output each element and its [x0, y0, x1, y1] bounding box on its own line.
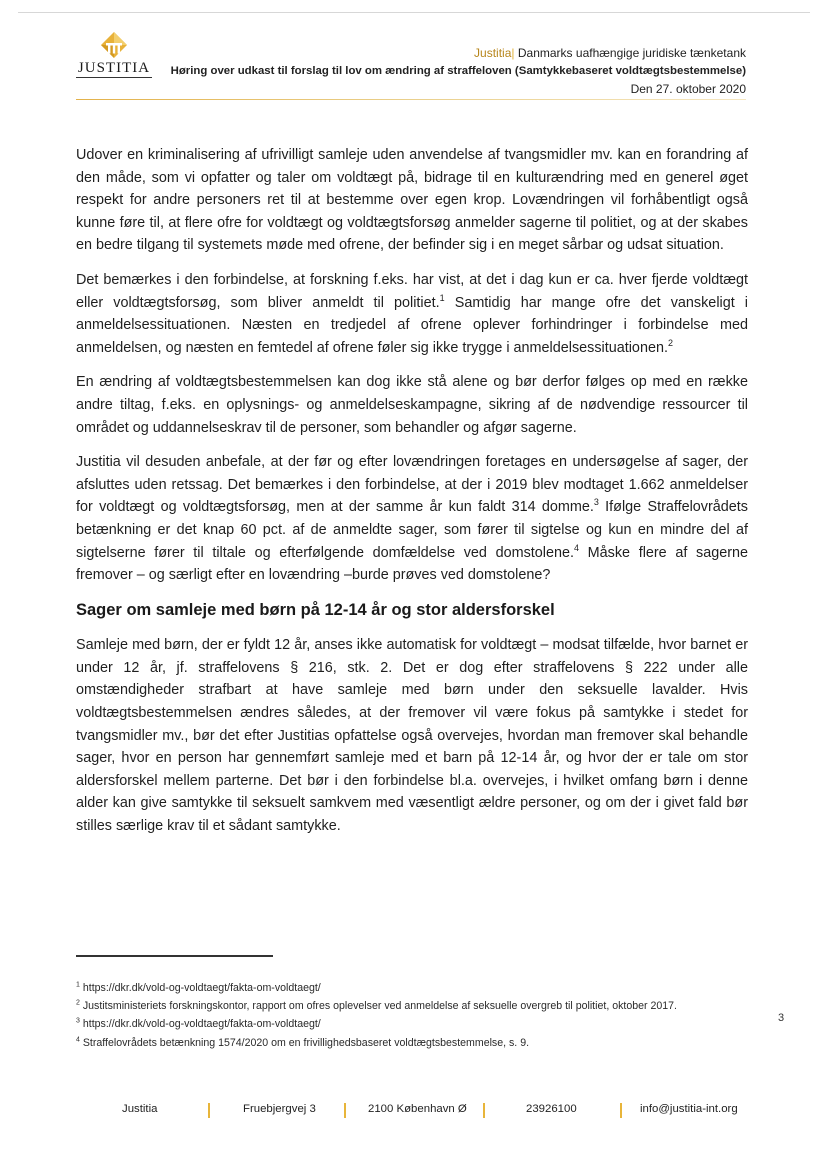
- footnote-number: 3: [76, 1017, 80, 1025]
- section-heading: Sager om samleje med børn på 12-14 år og stor aldersforskel: [76, 600, 555, 619]
- header-organization: [474, 46, 746, 60]
- footnote-item: [76, 1035, 748, 1051]
- footnote-item: [76, 980, 748, 996]
- header-date: Den 27. oktober 2020: [630, 82, 746, 96]
- body-paragraph: En ændring af voldtægtsbestemmelsen kan dog ikke stå alene og bør derfor følges op med en række andre tiltag, f.eks. en oplysnings- og anmeldelseskampagne, sikring af de nødvendige ressourcer til området og uddannelseskrav til de personer, som behandler og afgør sagerne.: [76, 374, 748, 436]
- logo-underline: [76, 77, 152, 78]
- footer-divider: [344, 1103, 346, 1118]
- footnote-number: 1: [76, 981, 80, 989]
- page-top-border: [18, 12, 810, 13]
- header-org-tagline: Danmarks uafhængige juridiske tænketank: [517, 46, 746, 60]
- paragraph-text: Måske flere af sagerne fremover – og særligt efter en lovændring –burde prøves ved domstolene?: [76, 544, 748, 584]
- footer-divider: [620, 1103, 622, 1118]
- footnote-number: 4: [76, 1036, 80, 1044]
- footnote-divider: [76, 955, 273, 957]
- header-separator: |: [511, 46, 515, 60]
- footnote-item: [76, 1016, 748, 1032]
- body-paragraph: Udover en kriminalisering af ufrivilligt samleje uden anvendelse af tvangsmidler mv. kan en forandring af den måde, som vi opfatter og taler om voldtægt på, bidrage til en kulturændring med en generel øget respekt for andre personers ret til at bestemme over egen krop. Lovændringen vil forhåbentligt også kunne føre til, at flere ofre for voldtægt og voldtægtsforsøg anmelder sagerne til politiet, og at der skabes en bedre tilgang til systemets møde med ofrene, der befinder sig i en meget sårbar og udsat situation.: [76, 147, 748, 254]
- footnote-ref: 3: [593, 497, 599, 508]
- document-body: [76, 144, 748, 850]
- footnote-text: https://dkr.dk/vold-og-voldtaegt/fakta-om-voldtaegt/: [82, 982, 321, 994]
- footnote-text: Straffelovrådets betænkning 1574/2020 om en frivillighedsbaseret voldtægtsbestemmelse, s. 9.: [82, 1036, 530, 1049]
- footnote-text: Justitsministeriets forskningskontor, rapport om ofres oplevelser ved anmeldelse af seksuelle overgreb til politiet, oktober 2017.: [82, 1000, 677, 1013]
- footnote-item: [76, 998, 748, 1014]
- header-org-name: Justitia: [474, 46, 512, 60]
- logo-wordmark: JUSTITIA: [77, 60, 151, 76]
- footer-city: 2100 København Ø: [368, 1103, 467, 1115]
- footer-divider: [483, 1103, 485, 1118]
- footnote-number: 2: [76, 999, 80, 1007]
- justitia-logo: [76, 30, 152, 78]
- page-footer: [0, 1103, 828, 1123]
- footnote-text: https://dkr.dk/vold-og-voldtaegt/fakta-om-voldtaegt/: [82, 1018, 321, 1031]
- footer-divider: [208, 1103, 210, 1118]
- footnote-ref: 4: [573, 542, 579, 553]
- footnotes: [76, 980, 748, 1053]
- footnote-ref: 1: [439, 292, 445, 303]
- paragraph-text: Ifølge Straffelovrådets betænkning er det knap 60 pct. af de anmeldte sager, som fører til sigtelse og kun en mindre del af sigtelserne fører til tiltale og efterfølgende domfældelse ved domstolene.: [76, 499, 748, 561]
- body-paragraph: [76, 451, 748, 587]
- header-divider: [76, 99, 746, 100]
- footer-phone: 23926100: [526, 1103, 577, 1115]
- header-document-title: Høring over udkast til forslag til lov om ændring af straffeloven (Samtykkebaseret voldtægtsbestemmelse): [170, 65, 746, 77]
- paragraph-text: Justitia vil desuden anbefale, at der før og efter lovændringen foretages en undersøgelse af sager, der afsluttes uden retssag. Det bemærkes i den forbindelse, at der i 2019 blev modtaget 1.662 anmeldelser for voldtægt og voldtægtsforsøg, men at der samme år kun faldt 314 domme.: [76, 454, 748, 516]
- body-paragraph: Samleje med børn, der er fyldt 12 år, anses ikke automatisk for voldtægt – modsat tilfælde, hvor barnet er under 12 år, jf. straffelovens § 216, stk. 2. Det er dog efter straffelovens § 222 under alle omstændigheder strafbart at have samleje med børn under den seksuelle lavalder. Hvis voldtægtsbestemmelsen ændres således, at der fremover vil være fokus på samtykke i stedet for tvangsmidler mv., bør det efter Justitias opfattelse også overvejes, hvordan man fremover skal behandle sager, hvor en person har gennemført samleje med et barn på 12-14 år, og hvor der er tale om stor aldersforskel mellem parterne. Det bør i den forbindelse bl.a. overvejes, i hvilket omfang børn i denne alder kan give samtykke til seksuelt samkvem med væsentligt ældre personer, og om der i givet fald bør stilles særlige krav til et sådant samtykke.: [76, 637, 748, 835]
- footer-street: Fruebjergvej 3: [243, 1103, 316, 1115]
- paragraph-text: Samtidig har mange ofre det vanskeligt i anmeldelsessituationen. Næsten en tredjedel af ofrene oplever forhindringer i forbindelse med anmeldelsen, og næsten en femtedel af ofrene føler sig ikke trygge i anmeldelsessituationen.: [76, 294, 748, 356]
- justitia-emblem-icon: [96, 30, 132, 60]
- footnote-ref: 2: [667, 337, 673, 348]
- body-paragraph: [76, 269, 748, 359]
- footer-org: Justitia: [122, 1103, 158, 1115]
- footer-email[interactable]: info@justitia-int.org: [640, 1103, 738, 1115]
- page-number: 3: [778, 1012, 785, 1024]
- paragraph-text: Det bemærkes i den forbindelse, at forskning f.eks. har vist, at det i dag kun er ca. hver fjerde voldtægt eller voldtægtsforsøg, som bliver anmeldt til politiet.: [76, 271, 748, 311]
